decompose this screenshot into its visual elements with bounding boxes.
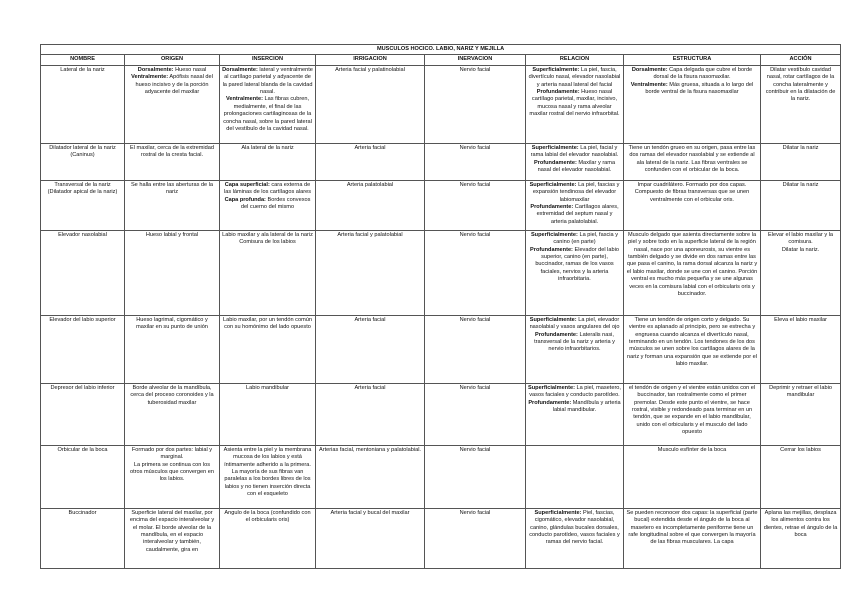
cell-origen-line bbox=[127, 67, 217, 74]
cell-estructura-line bbox=[626, 447, 758, 454]
cell-estructura-line bbox=[626, 510, 758, 547]
cell-insercion-text: lateral y ventralmente al cartílago parietal y adyacente de la pared lateral blanda de la cavidad nasal. bbox=[222, 66, 313, 96]
cell-relacion-line bbox=[528, 332, 621, 354]
cell-inervacion: Nervio facial bbox=[425, 180, 526, 230]
cell-origen bbox=[125, 180, 220, 230]
cell-origen-label: Dorsalmente: bbox=[137, 66, 174, 73]
cell-relacion-line bbox=[528, 160, 621, 175]
cell-irrigacion: Arteria facial bbox=[316, 315, 425, 383]
cell-accion bbox=[761, 230, 841, 315]
cell-estructura-line bbox=[626, 182, 758, 204]
cell-relacion-line bbox=[528, 247, 621, 284]
cell-nombre: Buccinador bbox=[41, 508, 125, 568]
column-header: INSERCION bbox=[220, 55, 316, 65]
cell-irrigacion: Arteria facial bbox=[316, 383, 425, 445]
cell-relacion-label: Superficialmente: bbox=[531, 144, 579, 151]
cell-relacion-label: Profundamente: bbox=[530, 246, 573, 253]
cell-nombre: Elevador nasolabial bbox=[41, 230, 125, 315]
cell-estructura-text: Tiene un tendón de origen corto y delgado. Su vientre es aplanado al principio, pero se estrecha y engruesa cuando alcanza el divertículo nasal, terminando en un tendón. Los tendones de los dos músculos se unen sobre los cartílagos alares de la nariz y forman una expansión que se extiende por el labio maxilar. bbox=[627, 316, 757, 368]
table-row bbox=[41, 230, 841, 315]
cell-origen bbox=[125, 143, 220, 180]
cell-origen bbox=[125, 383, 220, 445]
cell-estructura bbox=[624, 230, 761, 315]
cell-origen-text: El maxilar, cerca de la extremidad rostral de la cresta facial. bbox=[130, 144, 214, 159]
cell-origen bbox=[125, 230, 220, 315]
cell-estructura-line bbox=[626, 145, 758, 175]
cell-insercion-label: Capa superficial: bbox=[224, 181, 270, 188]
column-header: IRRIGACION bbox=[316, 55, 425, 65]
cell-irrigacion: Arteria facial bbox=[316, 143, 425, 180]
cell-relacion bbox=[526, 383, 624, 445]
cell-relacion-line bbox=[528, 182, 621, 204]
cell-insercion-line bbox=[222, 145, 313, 152]
table-row bbox=[41, 143, 841, 180]
cell-relacion-label: Superficialmente: bbox=[534, 509, 582, 516]
cell-accion-text: Dilatar la nariz. bbox=[781, 246, 820, 253]
cell-relacion-label: Profundamente: bbox=[535, 331, 578, 338]
cell-accion-text: Eleva el labio maxilar bbox=[774, 316, 827, 323]
column-header: ORIGEN bbox=[125, 55, 220, 65]
cell-insercion bbox=[220, 315, 316, 383]
column-header: ACCIÓN bbox=[761, 55, 841, 65]
cell-accion-text: Dilatar la nariz bbox=[782, 144, 819, 151]
cell-insercion bbox=[220, 508, 316, 568]
cell-relacion-line bbox=[528, 232, 621, 247]
cell-relacion-label: Superficialmente: bbox=[530, 231, 578, 238]
cell-estructura-line bbox=[626, 82, 758, 97]
cell-inervacion: Nervio facial bbox=[425, 508, 526, 568]
cell-accion bbox=[761, 65, 841, 143]
cell-origen-text: Apófisis nasal del hueso incisivo y de la porción adyacente del maxilar bbox=[135, 74, 213, 96]
cell-inervacion: Nervio facial bbox=[425, 315, 526, 383]
cell-estructura bbox=[624, 508, 761, 568]
cell-insercion-line bbox=[222, 232, 313, 239]
cell-accion-line bbox=[763, 67, 838, 104]
cell-estructura-text: Más gruesa, situada a lo largo del borde ventral de la fisura nasomaxilar bbox=[645, 81, 754, 96]
cell-insercion-text: Angulo de la boca (confundido con el orbicularis oris) bbox=[224, 509, 311, 524]
cell-origen-line bbox=[127, 462, 217, 484]
cell-relacion-text: La piel, fascias y expansión tendinosa del elevador labiomaxilar bbox=[532, 181, 620, 203]
cell-estructura-text: Musculo delgado que asienta directamente sobre la piel y sobre todo en la superficie lateral de la región nasal, nace por una aponeurosis, su vientre es también delgado y se divide en dos ramas entre las que pasa el canino, la rama dorsal alcanza la nariz y el labio maxilar, donde se une con el canino. Porción ventral es mucho más pequeña y se une algunas veces en la comisura labial con el orbicularis oris y buccinador. bbox=[626, 231, 758, 298]
cell-origen-label: Ventralmente: bbox=[131, 74, 169, 81]
cell-relacion-label: Profundamente: bbox=[536, 89, 580, 96]
cell-relacion-text: Piel, fascias, cigomático, elevador nasolabial, canino, glándulas bucales dorsales, conducto parotídeo, vasos faciales y ramas del nervio facial. bbox=[529, 509, 620, 546]
cell-nombre: Dilatador lateral de la nariz (Caninus) bbox=[41, 143, 125, 180]
cell-relacion-text: La piel, elevador nasolabial y vasos angulares del ojo bbox=[529, 316, 620, 331]
cell-inervacion: Nervio facial bbox=[425, 65, 526, 143]
cell-accion-line bbox=[763, 317, 838, 324]
cell-accion bbox=[761, 445, 841, 508]
cell-relacion bbox=[526, 230, 624, 315]
cell-insercion-line bbox=[222, 317, 313, 332]
cell-relacion-line bbox=[528, 317, 621, 332]
cell-origen-line bbox=[127, 145, 217, 160]
cell-accion-text: Dilatar vestíbulo cavidad nasal, rotar cartílagos de la concha lateralmente y contribuir en la dilatación de la nariz. bbox=[765, 66, 836, 103]
cell-origen-text: Hueso labial y frontal bbox=[145, 231, 199, 238]
cell-irrigacion: Arteria facial y palatinolabial bbox=[316, 65, 425, 143]
cell-relacion-line bbox=[528, 204, 621, 226]
cell-estructura-line bbox=[626, 232, 758, 299]
cell-relacion-text: La piel, facial y rama labial del elevador nasolabial. bbox=[530, 144, 619, 159]
cell-insercion-text: Ala lateral de la nariz bbox=[241, 144, 294, 151]
cell-accion-line bbox=[763, 385, 838, 400]
cell-origen-text: Se halla entre las aberturas de la nariz bbox=[130, 181, 214, 196]
cell-origen-line bbox=[127, 232, 217, 239]
cell-relacion-text: Mandíbula y arteria labial mandibular. bbox=[552, 399, 621, 414]
cell-insercion-line bbox=[222, 96, 313, 133]
cell-nombre: Orbicular de la boca bbox=[41, 445, 125, 508]
table-row bbox=[41, 445, 841, 508]
cell-origen-line bbox=[127, 74, 217, 96]
cell-relacion-text: Maxilar y rama nasal del elevador nasolabial. bbox=[537, 159, 616, 174]
cell-origen bbox=[125, 315, 220, 383]
cell-accion-line bbox=[763, 247, 838, 254]
cell-insercion bbox=[220, 180, 316, 230]
cell-estructura-label: Ventralmente: bbox=[630, 81, 668, 88]
cell-origen-text: Borde alveolar de la mandíbula, cerca del proceso coronoides y la tuberosidad maxilar bbox=[130, 384, 214, 406]
cell-relacion-line bbox=[528, 145, 621, 160]
cell-relacion-text: Lateralis nasi, transversal de la nariz y arteria y nervio infraorbitarios. bbox=[534, 331, 615, 353]
header-row bbox=[41, 55, 841, 65]
table-body bbox=[41, 65, 841, 568]
cell-relacion-text: Elevador del labio superior, canino (en parte), buccinador, ramas de los vasos faciales, nervios y la arteria infraorbitaria. bbox=[535, 246, 619, 283]
cell-insercion-label: Capa profunda: bbox=[224, 196, 266, 203]
column-header: RELACION bbox=[526, 55, 624, 65]
cell-accion-text: Dilatar la nariz bbox=[782, 181, 819, 188]
cell-accion bbox=[761, 315, 841, 383]
cell-origen bbox=[125, 445, 220, 508]
cell-estructura-label: Dorsalmente: bbox=[631, 66, 668, 73]
cell-relacion-text: Hueso nasal cartílago parietal, maxilar, incisivo, mucosa nasal y rama alveolar maxilar rostral del nervio infraorbital. bbox=[529, 89, 620, 118]
cell-origen-line bbox=[127, 385, 217, 407]
cell-relacion bbox=[526, 508, 624, 568]
cell-insercion bbox=[220, 445, 316, 508]
cell-nombre: Depresor del labio inferior bbox=[41, 383, 125, 445]
cell-accion bbox=[761, 508, 841, 568]
cell-irrigacion: Arteria facial y bucal del maxilar bbox=[316, 508, 425, 568]
cell-origen bbox=[125, 508, 220, 568]
cell-relacion-line bbox=[528, 385, 621, 400]
table-row bbox=[41, 508, 841, 568]
cell-relacion-text: Cartílagos alares, extremidad del septum nasal y arteria palatolabial. bbox=[536, 204, 619, 225]
cell-relacion bbox=[526, 65, 624, 143]
cell-estructura bbox=[624, 445, 761, 508]
cell-relacion-text: La piel, fascia y canino (en parte) bbox=[553, 231, 619, 246]
cell-insercion bbox=[220, 65, 316, 143]
cell-relacion-label: Superficialmente: bbox=[529, 316, 577, 323]
cell-accion bbox=[761, 180, 841, 230]
cell-insercion-text: cara externa de las láminas de los cartílagos alares bbox=[223, 181, 312, 196]
column-header: NOMBRE bbox=[41, 55, 125, 65]
cell-origen-line bbox=[127, 317, 217, 332]
cell-estructura bbox=[624, 383, 761, 445]
cell-estructura-text: el tendón de origen y el vientre están unidos con el buccinador, tan rostralmente como el primer premolar. Desde este punto el vientre, se hace rostral, visible y redondeado para terminar en un tendón, que se expande en el labio mandibular, unido con el orbicularis y el musculo del lado opuesto bbox=[628, 384, 756, 436]
cell-inervacion: Nervio facial bbox=[425, 383, 526, 445]
table-title: MUSCULOS HOCICO. LABIO, NARIZ Y MEJILLA bbox=[41, 45, 841, 55]
cell-estructura-text: Tiene un tendón grueo en su origen, pasa entre las dos ramas del elevador nasolabial y se extiende al ala lateral de la nariz. Las fibras ventrales se confunden con el orbicular de la boca. bbox=[628, 144, 756, 174]
cell-insercion-line bbox=[222, 385, 313, 392]
cell-accion-text: Elevar el labio maxilar y la comisura. bbox=[768, 231, 834, 246]
cell-estructura-text: Impar cuadrilátero. Formado por dos capas. Compuesto de fibras transversas que se unen ventralmente con el orbicular oris. bbox=[634, 181, 750, 203]
column-header: ESTRUCTURA bbox=[624, 55, 761, 65]
table-row bbox=[41, 180, 841, 230]
cell-insercion-line bbox=[222, 239, 313, 246]
cell-insercion-text: Las fibras cubren, medialmente, el final de las prolongaciones cartilaginosas de la concha nasal, sobre la pared lateral del vestíbulo de la cavidad nasal. bbox=[223, 96, 312, 133]
cell-estructura-line bbox=[626, 67, 758, 82]
cell-insercion-text: Labio maxilar, por un tendón común con su homónimo del lado opuesto bbox=[223, 316, 312, 331]
cell-nombre: Transversal de la nariz (Dilatador apical de la nariz) bbox=[41, 180, 125, 230]
cell-nombre: Elevador del labio superior bbox=[41, 315, 125, 383]
cell-origen-text: Hueso lagrimal, cigomático y maxilar en su punto de unión bbox=[136, 316, 208, 331]
cell-relacion-label: Superficialmente: bbox=[528, 384, 575, 391]
cell-relacion-label: Profundamente: bbox=[530, 204, 574, 211]
cell-insercion bbox=[220, 383, 316, 445]
cell-estructura-line bbox=[626, 317, 758, 369]
cell-origen-text: Hueso nasal bbox=[173, 66, 207, 73]
cell-estructura-line bbox=[626, 385, 758, 437]
cell-relacion bbox=[526, 143, 624, 180]
cell-relacion bbox=[526, 445, 624, 508]
table-row bbox=[41, 383, 841, 445]
cell-nombre: Lateral de la nariz bbox=[41, 65, 125, 143]
cell-irrigacion: Arterias facial, mentoniana y palatolabial. bbox=[316, 445, 425, 508]
cell-estructura bbox=[624, 65, 761, 143]
cell-relacion-label: Superficialmente: bbox=[529, 181, 577, 188]
cell-origen-line bbox=[127, 182, 217, 197]
cell-relacion-line bbox=[528, 400, 621, 415]
cell-insercion-text: Asienta entre la piel y la membrana mucosa de los labios y está íntimamente adherido a la primera. bbox=[223, 446, 312, 468]
cell-origen-text: Superficie lateral del maxilar, por encima del espacio interalveolar y el molar. El borde alveolar de la mandíbula, en el espacio interalveolar y también, caudalmente, gira en bbox=[129, 509, 215, 553]
cell-insercion-line bbox=[222, 510, 313, 525]
cell-accion bbox=[761, 383, 841, 445]
cell-relacion-label: Profundamente: bbox=[533, 159, 577, 166]
cell-estructura bbox=[624, 143, 761, 180]
cell-estructura-text: Capa delgada que cubre el borde dorsal de la fisura nasomaxilar. bbox=[653, 66, 753, 81]
cell-insercion bbox=[220, 143, 316, 180]
cell-irrigacion: Arteria facial y palatolabial bbox=[316, 230, 425, 315]
spreadsheet-table-container bbox=[40, 44, 840, 569]
cell-inervacion: Nervio facial bbox=[425, 230, 526, 315]
cell-accion bbox=[761, 143, 841, 180]
column-header: INERVACION bbox=[425, 55, 526, 65]
cell-insercion-line bbox=[222, 447, 313, 469]
cell-insercion-text: Bordes convexos del cuerno del mismo bbox=[240, 196, 311, 211]
cell-estructura-text: Se pueden reconocer dos capas: la superficial (parte bucal) extendida desde el ángulo de la boca al masetero es incompletamente peniforme tiene un rafe longitudinal sobre el que convergen la mayoría de las fibras musculares. La capa bbox=[626, 509, 758, 546]
cell-accion-text: Aplana las mejillas, desplaza los alimentos contra los dientes, retrae el ángulo de la boca bbox=[763, 509, 838, 539]
cell-accion-text: Cerrar los labios bbox=[780, 446, 821, 453]
cell-insercion-label: Dorsalmente: bbox=[222, 66, 258, 73]
cell-origen-line bbox=[127, 447, 217, 462]
cell-irrigacion: Arteria palatolabial bbox=[316, 180, 425, 230]
cell-relacion bbox=[526, 180, 624, 230]
cell-relacion-line bbox=[528, 67, 621, 89]
cell-insercion-text: La mayoría de sus fibras van paralelas a los bordes libres de los labios y no tienen inserción directa con el esqueleto bbox=[224, 469, 311, 498]
cell-insercion-text: Labio maxilar y ala lateral de la nariz bbox=[222, 231, 313, 238]
cell-accion-line bbox=[763, 510, 838, 540]
cell-insercion-label: Ventralmente: bbox=[225, 96, 263, 103]
cell-origen-text: La primera se continua con los otros músculos que convergen en los labios. bbox=[130, 461, 214, 483]
cell-relacion bbox=[526, 315, 624, 383]
cell-estructura-text: Musculo esfínter de la boca bbox=[657, 446, 727, 453]
cell-accion-line bbox=[763, 145, 838, 152]
table-row bbox=[41, 315, 841, 383]
table-row bbox=[41, 65, 841, 143]
cell-insercion-line bbox=[222, 182, 313, 197]
cell-insercion-line bbox=[222, 67, 313, 97]
cell-estructura bbox=[624, 315, 761, 383]
cell-accion-line bbox=[763, 232, 838, 247]
cell-relacion-line bbox=[528, 510, 621, 547]
cell-origen-line bbox=[127, 510, 217, 554]
cell-insercion-line bbox=[222, 469, 313, 499]
cell-relacion-text: La piel, masetero, vasos faciales y conducto parotídeo. bbox=[529, 384, 621, 399]
cell-accion-line bbox=[763, 447, 838, 454]
cell-insercion-text: Comisura de los labios bbox=[239, 239, 296, 246]
cell-relacion-label: Profundamente: bbox=[528, 399, 572, 406]
cell-relacion-text: La piel, fascia, divertículo nasal, elevador nasolabial y arteria nasal lateral del facial bbox=[528, 66, 621, 88]
cell-accion-text: Deprimir y retraer el labio mandibular bbox=[769, 384, 832, 399]
cell-origen-text: Formado por dos partes: labial y marginal. bbox=[131, 446, 213, 461]
cell-inervacion: Nervio facial bbox=[425, 143, 526, 180]
cell-relacion-label: Superficialmente: bbox=[532, 66, 580, 73]
cell-insercion-text: Labio mandibular bbox=[246, 384, 289, 391]
cell-accion-line bbox=[763, 182, 838, 189]
cell-inervacion: Nervio facial bbox=[425, 445, 526, 508]
cell-estructura bbox=[624, 180, 761, 230]
muscles-table bbox=[40, 44, 841, 569]
cell-origen bbox=[125, 65, 220, 143]
cell-insercion bbox=[220, 230, 316, 315]
cell-insercion-line bbox=[222, 197, 313, 212]
cell-relacion-line bbox=[528, 89, 621, 119]
